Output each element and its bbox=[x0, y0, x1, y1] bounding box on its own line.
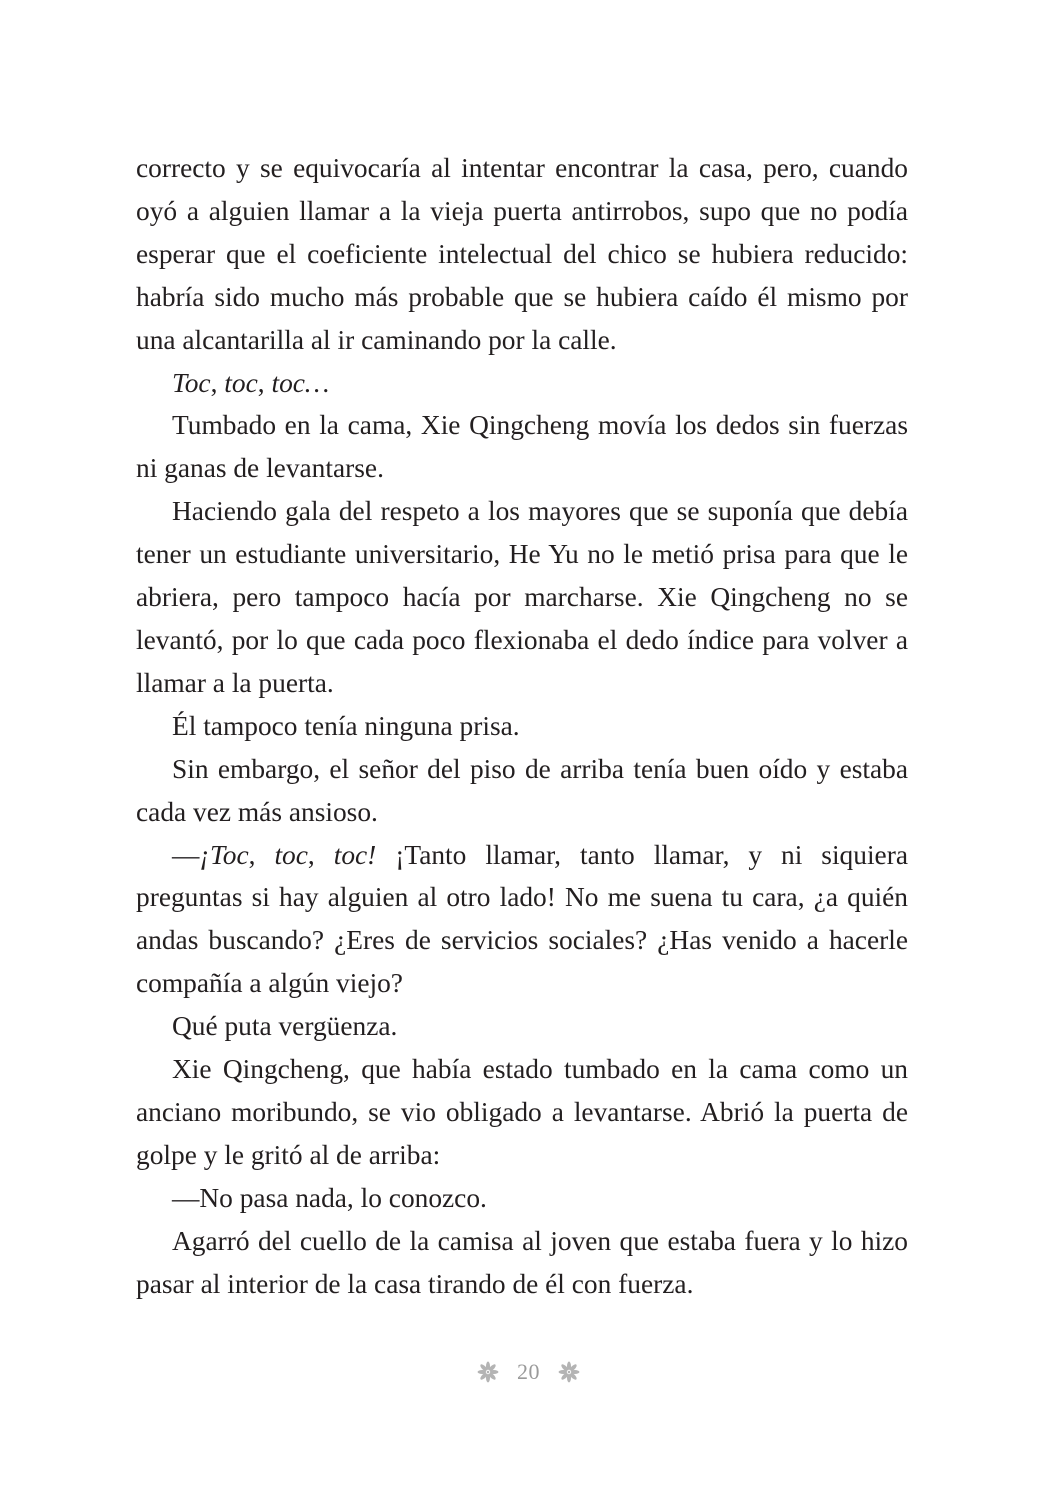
flower-ornament-icon bbox=[558, 1361, 580, 1383]
paragraph bbox=[136, 404, 908, 490]
paragraph bbox=[136, 834, 908, 1006]
paragraph bbox=[136, 748, 908, 834]
paragraph bbox=[136, 1177, 908, 1220]
text-run-italic: toc bbox=[274, 839, 308, 870]
text-run: ¡Tanto llamar, tanto llamar, y ni siquiera preguntas si hay alguien al otro lado! No me suena tu cara, ¿a quién andas buscando? ¿Eres de servicios sociales? ¿Has venido a hacerle compañía a algún viejo? bbox=[136, 839, 908, 999]
text-run: , bbox=[210, 367, 225, 398]
paragraph bbox=[136, 362, 908, 405]
text-run: Él tampoco tenía ninguna prisa. bbox=[172, 710, 520, 741]
paragraph bbox=[136, 1005, 908, 1048]
text-run: —No pasa nada, lo conozco. bbox=[172, 1182, 487, 1213]
text-run: , bbox=[248, 839, 275, 870]
flower-ornament-icon bbox=[477, 1361, 499, 1383]
body-text bbox=[136, 147, 908, 1305]
text-run: Qué puta vergüenza. bbox=[172, 1011, 398, 1042]
text-run-italic: ¡Toc bbox=[199, 839, 249, 870]
text-run-italic: toc… bbox=[271, 367, 330, 398]
text-run: correcto y se equivocaría al intentar encontrar la casa, pero, cuando oyó a alguien llamar a la vieja puerta antirrobos, supo que no podía esperar que el coeficiente intelectual del chico se hubiera reducido: habría sido mucho más probable que se hubiera caído él mismo por una alcantarilla al ir caminando por la calle. bbox=[136, 153, 908, 355]
page-number: 20 bbox=[517, 1359, 540, 1384]
text-run: — bbox=[172, 839, 200, 870]
paragraph bbox=[136, 1220, 908, 1306]
text-run: , bbox=[257, 367, 272, 398]
text-run: Agarró del cuello de la camisa al joven que estaba fuera y lo hizo pasar al interior de la casa tirando de él con fuerza. bbox=[136, 1225, 908, 1299]
text-run: , bbox=[307, 839, 334, 870]
text-run-italic: toc! bbox=[333, 839, 377, 870]
paragraph bbox=[136, 490, 908, 705]
page-footer bbox=[0, 1354, 1057, 1390]
text-run-italic: toc bbox=[224, 367, 258, 398]
text-run: Sin embargo, el señor del piso de arriba tenía buen oído y estaba cada vez más ansioso. bbox=[136, 753, 908, 827]
text-run-italic: Toc bbox=[172, 367, 211, 398]
paragraph bbox=[136, 147, 908, 362]
paragraph bbox=[136, 1048, 908, 1177]
paragraph bbox=[136, 705, 908, 748]
text-run: Tumbado en la cama, Xie Qingcheng movía los dedos sin fuerzas ni ganas de levantarse. bbox=[136, 410, 908, 484]
text-run: Haciendo gala del respeto a los mayores que se suponía que debía tener un estudiante universitario, He Yu no le metió prisa para que le abriera, pero tampoco hacía por marcharse. Xie Qingcheng no se levantó, por lo que cada poco flexionaba el dedo índice para volver a llamar a la puerta. bbox=[136, 496, 908, 698]
text-run: Xie Qingcheng, que había estado tumbado en la cama como un anciano moribundo, se vio obligado a levantarse. Abrió la puerta de golpe y le gritó al de arriba: bbox=[136, 1054, 908, 1170]
